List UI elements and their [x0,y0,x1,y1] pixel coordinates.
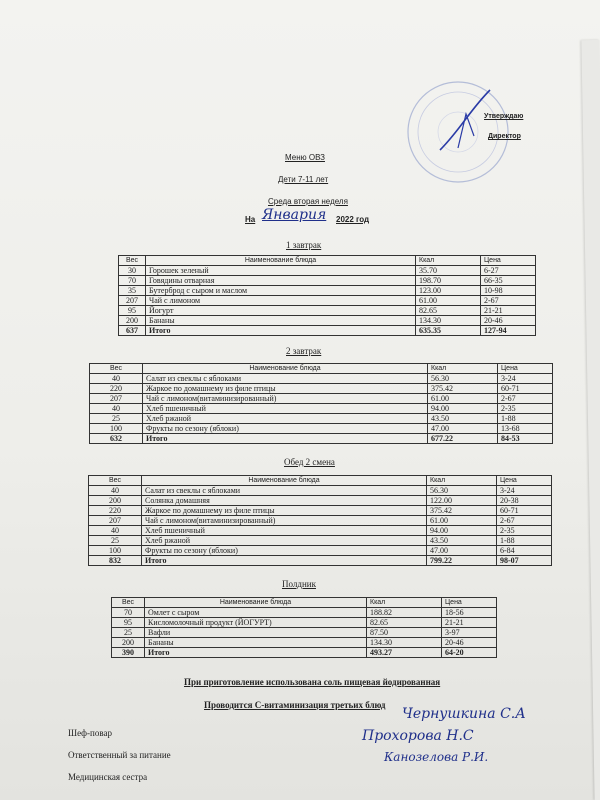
cell-kcal: 188.82 [367,608,442,618]
cell-name: Горошек зеленый [146,266,416,276]
cell-price: 20-46 [481,316,536,326]
table-row [89,506,552,516]
director-label: Директор [488,133,521,140]
header-weight: Вес [90,364,143,374]
role-responsible: Ответственный за питание [68,750,171,760]
cell-name: Салат из свеклы с яблоками [143,374,428,384]
cell-name: Фрукты по сезону (яблоки) [143,424,428,434]
total-price: 127-94 [481,326,536,336]
table-row [119,316,536,326]
cell-weight: 100 [90,424,143,434]
total-kcal: 493.27 [367,648,442,658]
cell-price: 60-71 [498,384,553,394]
total-price: 64-20 [442,648,497,658]
cell-kcal: 61.00 [427,516,497,526]
cell-kcal: 61.00 [416,296,481,306]
total-label: Итого [146,326,416,336]
header-price: Цена [481,256,536,266]
table-row [112,628,497,638]
date-prefix: На [245,215,256,224]
cell-price: 2-67 [497,516,552,526]
cell-kcal: 122.00 [427,496,497,506]
total-weight: 632 [90,434,143,444]
header-name: Наименование блюда [145,598,367,608]
header-weight: Вес [112,598,145,608]
cell-name: Хлеб пшеничный [143,404,428,414]
total-kcal: 799.22 [427,556,497,566]
table-row [119,296,536,306]
cell-name: Солянка домашняя [142,496,427,506]
meal-title-breakfast-1: 1 завтрак [286,240,322,250]
signature-nurse: Канозелова Р.И. [384,750,489,764]
meal-table [111,597,497,658]
cell-weight: 40 [90,404,143,414]
cell-weight: 40 [89,486,142,496]
age-group: Дети 7-11 лет [278,175,329,184]
cell-weight: 200 [112,638,145,648]
header-name: Наименование блюда [143,364,428,374]
cell-price: 6-27 [481,266,536,276]
cell-price: 21-21 [481,306,536,316]
salt-note: При приготовление использована соль пищевая йодированная [184,677,441,687]
date-year: 2022 год [336,215,370,224]
header-name: Наименование блюда [142,476,427,486]
cell-weight: 40 [90,374,143,384]
cell-kcal: 94.00 [428,404,498,414]
cell-kcal: 47.00 [427,546,497,556]
cell-price: 21-21 [442,618,497,628]
underlying-sheet-edge [581,40,600,800]
header-kcal: Ккал [428,364,498,374]
cell-price: 3-24 [497,486,552,496]
total-kcal: 635.35 [416,326,481,336]
cell-name: Бутерброд с сыром и маслом [146,286,416,296]
meal-title-breakfast-2: 2 завтрак [286,346,322,356]
total-kcal: 677.22 [428,434,498,444]
cell-kcal: 375.42 [428,384,498,394]
header-price: Цена [498,364,553,374]
cell-price: 3-97 [442,628,497,638]
table-row [119,266,536,276]
cell-name: Кисломолочный продукт (ЙОГУРТ) [145,618,367,628]
cell-weight: 35 [119,286,146,296]
cell-weight: 95 [119,306,146,316]
cell-price: 2-35 [497,526,552,536]
table-row [89,516,552,526]
cell-kcal: 123.00 [416,286,481,296]
cell-kcal: 134.30 [367,638,442,648]
cell-kcal: 56.30 [428,374,498,384]
table-row [90,404,553,414]
table-header-row [89,476,552,486]
cell-price: 1-88 [498,414,553,424]
cell-price: 3-24 [498,374,553,384]
role-nurse: Медицинская сестра [68,772,148,782]
cell-kcal: 198.70 [416,276,481,286]
cell-price: 13-68 [498,424,553,434]
cell-name: Бананы [145,638,367,648]
table-header-row [119,256,536,266]
table-row [89,486,552,496]
table-total-row [112,648,497,658]
cell-price: 66-35 [481,276,536,286]
cell-kcal: 43.50 [428,414,498,424]
cell-weight: 200 [119,316,146,326]
table-row [89,546,552,556]
table-row [119,276,536,286]
header-kcal: Ккал [427,476,497,486]
cell-name: Фрукты по сезону (яблоки) [142,546,427,556]
cell-name: Вафли [145,628,367,638]
table-row [90,414,553,424]
cell-weight: 70 [112,608,145,618]
table-header-row [112,598,497,608]
cell-price: 20-38 [497,496,552,506]
cell-name: Хлеб ржаной [142,536,427,546]
cell-kcal: 375.42 [427,506,497,516]
table-total-row [89,556,552,566]
total-price: 98-07 [497,556,552,566]
cell-name: Салат из свеклы с яблоками [142,486,427,496]
cell-name: Жаркое по домашнему из филе птицы [142,506,427,516]
total-weight: 832 [89,556,142,566]
table-row [112,638,497,648]
cell-weight: 200 [89,496,142,506]
cell-price: 2-67 [481,296,536,306]
table-total-row [90,434,553,444]
meal-table [88,475,552,566]
header-name: Наименование блюда [146,256,416,266]
table-row [90,384,553,394]
cell-weight: 25 [89,536,142,546]
cell-price: 1-88 [497,536,552,546]
signature-chef: Чернушкина С.А [402,706,526,722]
cell-weight: 207 [89,516,142,526]
vitamin-note: Проводится С-витаминизация третьих блюд [204,700,386,710]
cell-weight: 220 [89,506,142,516]
total-weight: 390 [112,648,145,658]
cell-price: 18-56 [442,608,497,618]
cell-weight: 95 [112,618,145,628]
cell-weight: 207 [90,394,143,404]
cell-price: 20-46 [442,638,497,648]
day-label: Среда вторая неделя [268,197,348,206]
table-header-row [90,364,553,374]
cell-name: Говядины отварная [146,276,416,286]
cell-kcal: 134.30 [416,316,481,326]
table-row [112,618,497,628]
cell-weight: 220 [90,384,143,394]
total-price: 84-53 [498,434,553,444]
cell-price: 6-84 [497,546,552,556]
header-kcal: Ккал [416,256,481,266]
cell-weight: 100 [89,546,142,556]
cell-weight: 70 [119,276,146,286]
official-seal-stamp [400,70,520,190]
cell-name: Чай с лимоном [146,296,416,306]
table-row [89,496,552,506]
total-weight: 637 [119,326,146,336]
approve-label: Утверждаю [484,113,524,120]
header-price: Цена [497,476,552,486]
meal-table [118,255,536,336]
signature-responsible: Прохорова Н.С [362,728,474,744]
cell-kcal: 61.00 [428,394,498,404]
total-label: Итого [143,434,428,444]
cell-name: Хлеб пшеничный [142,526,427,536]
cell-name: Йогурт [146,306,416,316]
cell-kcal: 47.00 [428,424,498,434]
meal-table [89,363,553,444]
table-row [90,374,553,384]
table-row [89,536,552,546]
table-total-row [119,326,536,336]
cell-name: Чай с лимоном(витаминизированный) [142,516,427,526]
cell-weight: 25 [90,414,143,424]
cell-kcal: 82.65 [416,306,481,316]
cell-price: 2-67 [498,394,553,404]
cell-weight: 30 [119,266,146,276]
cell-price: 2-35 [498,404,553,414]
total-label: Итого [145,648,367,658]
table-row [119,286,536,296]
header-kcal: Ккал [367,598,442,608]
cell-name: Жаркое по домашнему из филе птицы [143,384,428,394]
cell-kcal: 35.70 [416,266,481,276]
meal-title-snack: Полдник [282,579,316,589]
cell-kcal: 82.65 [367,618,442,628]
cell-name: Омлет с сыром [145,608,367,618]
role-chef: Шеф-повар [68,728,112,738]
cell-kcal: 56.30 [427,486,497,496]
cell-price: 10-98 [481,286,536,296]
date-handwritten: Январия [262,207,327,223]
cell-name: Бананы [146,316,416,326]
table-row [112,608,497,618]
table-row [90,394,553,404]
header-weight: Вес [119,256,146,266]
total-label: Итого [142,556,427,566]
cell-weight: 25 [112,628,145,638]
table-row [119,306,536,316]
meal-title-lunch: Обед 2 смена [284,457,335,467]
menu-title: Меню ОВЗ [285,153,325,162]
cell-name: Чай с лимоном(витаминизированный) [143,394,428,404]
header-weight: Вес [89,476,142,486]
cell-name: Хлеб ржаной [143,414,428,424]
cell-weight: 207 [119,296,146,306]
cell-kcal: 87.50 [367,628,442,638]
table-row [89,526,552,536]
header-price: Цена [442,598,497,608]
cell-weight: 40 [89,526,142,536]
table-row [90,424,553,434]
cell-kcal: 43.50 [427,536,497,546]
cell-kcal: 94.00 [427,526,497,536]
cell-price: 60-71 [497,506,552,516]
